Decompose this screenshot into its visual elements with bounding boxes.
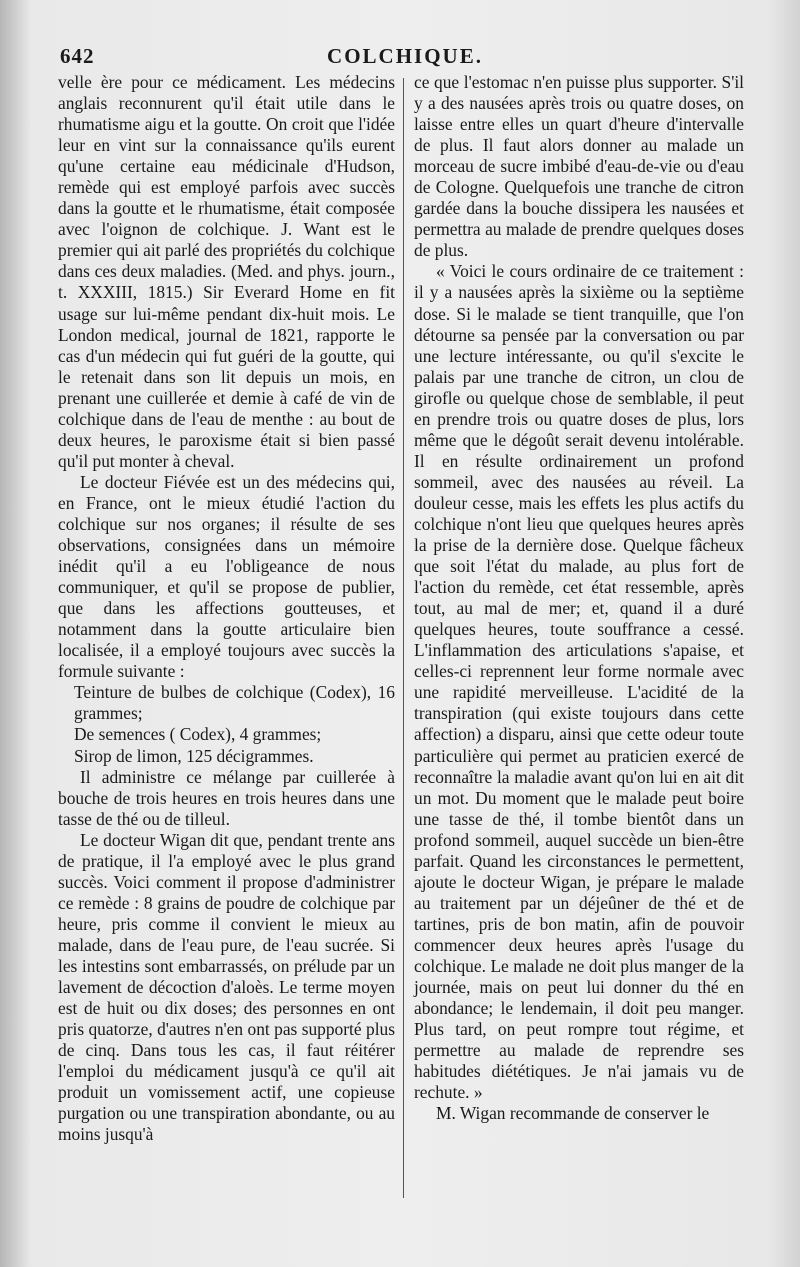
running-title: COLCHIQUE. (327, 44, 483, 68)
page-header (60, 44, 750, 74)
recipe-line: Teinture de bulbes de colchique (Codex), 16 grammes; (74, 682, 395, 724)
right-column (414, 72, 744, 1124)
recipe-line: De semences ( Codex), 4 grammes; (74, 724, 322, 745)
binding-shadow (0, 0, 30, 1267)
column-divider (403, 78, 404, 1198)
quotation-paragraph: « Voici le cours ordinaire de ce traitement : il y a nausées après la sixième ou la septième dose. Si le malade se tient tranquille, que l'on détourne sa pensée par la conversation ou par une lecture intéressante, ou qu'il s'excite le palais par une tranche de citron, un clou de girofle ou quelque chose de semblable, il peut en prendre trois ou quatre doses de plus, lors même que le dégoût serait devenu intolérable. Il en résulte ordinairement un profond sommeil, avec des nausées au réveil. La douleur cesse, mais les effets les plus actifs du colchique n'ont lieu que quelques heures après la prise de la dernière dose. Quelque fâcheux que soit l'état du malade, au plus fort de l'action du remède, cet état ressemble, après tout, au mal de mer; et, quand il a duré quelques heures, toute souffrance a cessé. L'inflammation des articulations s'apaise, et celles-ci reprennent leur forme normale avec une rapidité merveilleuse. L'acidité de la transpiration (qui existe toujours dans cette affection) a disparu, ainsi que cette odeur toute particulière qui permet au praticien exercé de reconnaître la maladie avant qu'on lui en ait dit un mot. Du moment que le malade peut boire une tasse de thé, il tombe bientôt dans un profond sommeil, auquel succède un bien-être parfait. Quand les circonstances le permettent, ajoute le docteur Wigan, je prépare le malade au traitement par un déjeûner de thé et de tartines, pris de bon matin, afin de pouvoir commencer deux heures après l'usage du colchique. Le malade ne doit plus manger de la journée, mais on peut lui donner du thé en abondance; le lendemain, il doit peu manger. Plus tard, on peut rompre tout régime, et permettre au malade de reprendre ses habitudes diététiques. Je n'ai jamais vu de rechute. » (414, 261, 744, 1103)
paragraph: M. Wigan recommande de conserver le (436, 1103, 710, 1124)
left-column (58, 72, 395, 1145)
paragraph: Il administre ce mélange par cuillerée à bouche de trois heures en trois heures dans une tasse de thé ou de tilleul. (58, 766, 395, 829)
page-number: 642 (60, 44, 95, 68)
paragraph: Le docteur Wigan dit que, pendant trente ans de pratique, il l'a employé avec le plus grand succès. Voici comment il propose d'administrer ce remède : 8 grains de poudre de colchique par heure, pris comme il convient le mieux au malade, dans de l'eau pure, de l'eau sucrée. Si les intestins sont embarrassés, on prélude par un lavement de décoction d'aloès. Le terme moyen est de huit ou dix doses; des personnes en ont pris quatorze, d'autres n'en ont pas supporté plus de cinq. Dans tous les cas, il faut réitérer l'emploi du médicament jusqu'à ce qu'il ait produit un vomissement actif, une copieuse purgation ou une transpiration abondante, ou au moins jusqu'à (58, 829, 395, 1145)
paragraph: ce que l'estomac n'en puisse plus supporter. S'il y a des nausées après trois ou quatre doses, on laisse entre elles un quart d'heure d'intervalle de plus. Il faut alors donner au malade un morceau de sucre imbibé d'eau-de-vie ou d'eau de Cologne. Quelquefois une tranche de citron gardée dans la bouche dissipera les nausées et permettra au malade de prendre quelques doses de plus. (414, 72, 744, 261)
paragraph: Le docteur Fiévée est un des médecins qui, en France, ont le mieux étudié l'action du colchique sur nos organes; il résulte de ses observations, consignées dans un mémoire inédit qu'il a eu l'obligeance de nous communiquer, et qu'il se propose de publier, que dans les affections goutteuses, et notamment dans la goutte articulaire bien localisée, il a employé toujours avec succès la formule suivante : (58, 471, 395, 682)
paragraph: velle ère pour ce médicament. Les médecins anglais reconnurent qu'il était utile dans le rhumatisme aigu et la goutte. On croit que l'idée leur en vint sur la connaissance qu'ils eurent qu'une certaine eau médicinale d'Hudson, remède qui est employé parfois avec succès dans la goutte et le rhumatisme, était composée avec l'oignon de colchique. J. Want est le premier qui ait parlé des propriétés du colchique dans ces deux maladies. (Med. and phys. journ., t. XXXIII, 1815.) Sir Everard Home en fit usage sur lui-même pendant dix-huit mois. Le London medical, journal de 1821, rapporte le cas d'un médecin qui fut guéri de la goutte, qui le retenait dans son lit depuis un mois, en prenant une cuillerée et demie à café de vin de colchique dans de l'eau de menthe : au bout de deux heures, le paroxisme était si bien passé qu'il put monter à cheval. (58, 72, 395, 471)
recipe-line: Sirop de limon, 125 décigrammes. (74, 745, 314, 766)
